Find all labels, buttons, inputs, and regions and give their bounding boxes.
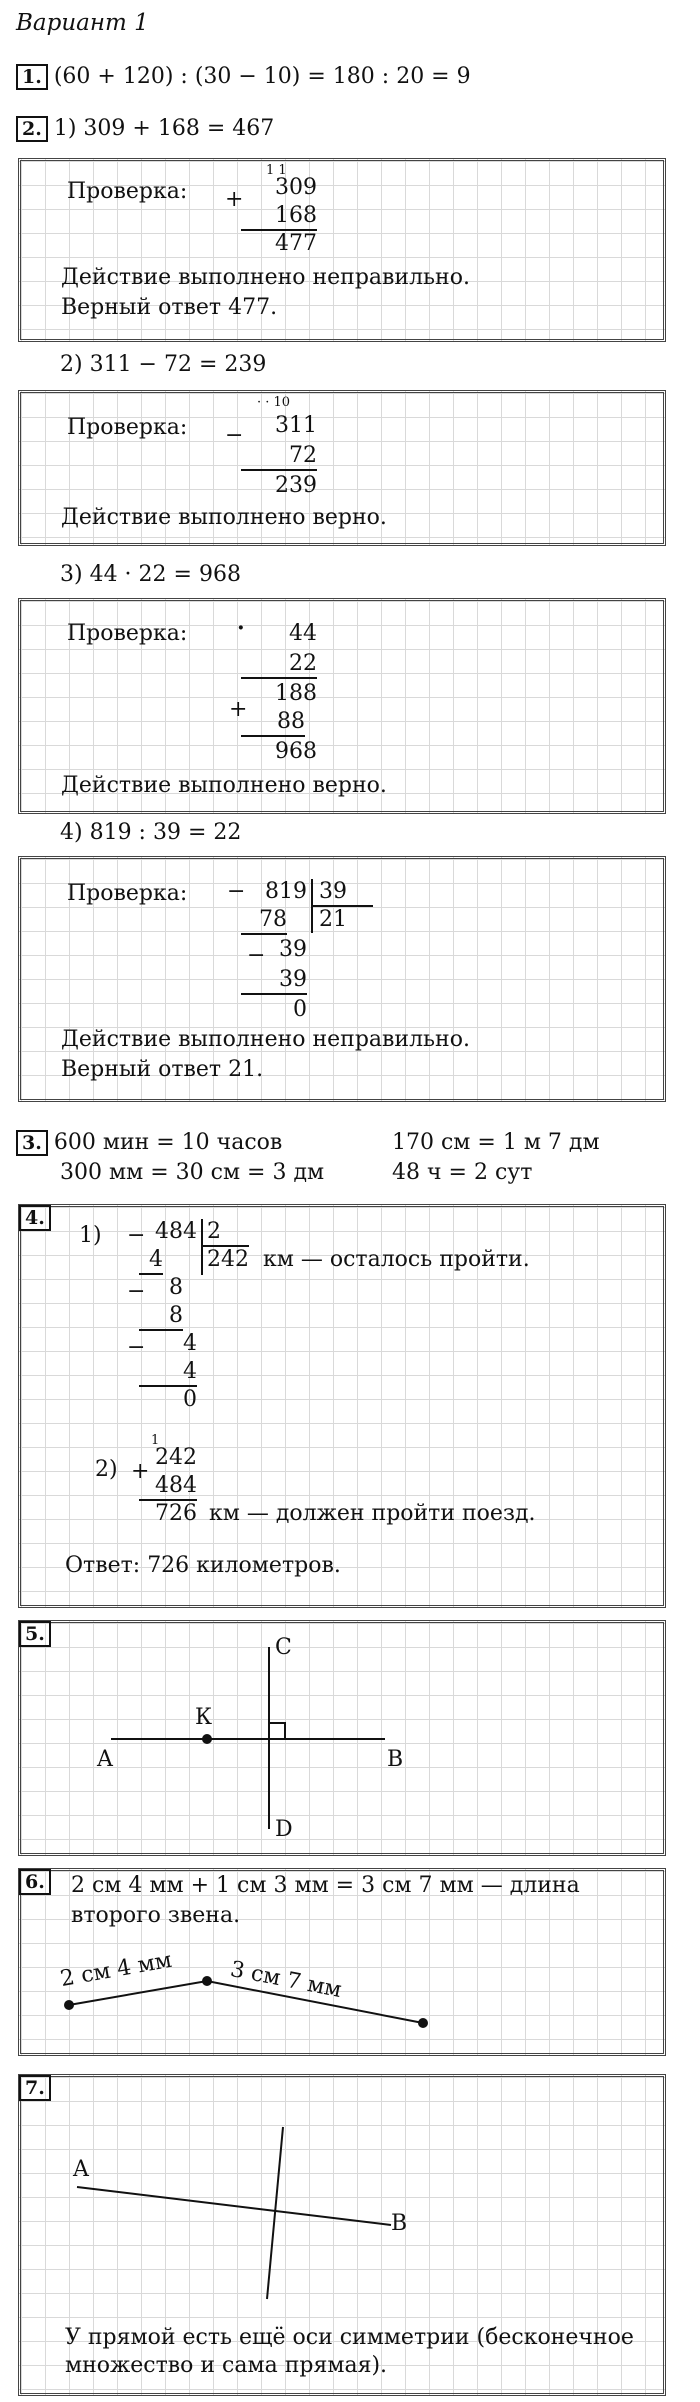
difference-result: 239 bbox=[275, 473, 317, 498]
broken-line bbox=[69, 1981, 423, 2023]
step-digit: 4 bbox=[139, 1359, 197, 1387]
check-box-2-3 bbox=[18, 598, 666, 814]
addend-a: 242 bbox=[155, 1445, 197, 1470]
segment-2-label: 3 см 7 мм bbox=[228, 1957, 344, 2004]
check-box-2-1 bbox=[18, 158, 666, 342]
minus-sign: − bbox=[225, 423, 244, 448]
addend-b: 484 bbox=[139, 1473, 197, 1501]
label-a: A bbox=[73, 2157, 89, 2182]
vertex bbox=[64, 2000, 74, 2010]
check-label: Проверка: bbox=[67, 415, 188, 440]
addend-a: 309 bbox=[275, 175, 317, 200]
task-number: 2. bbox=[16, 116, 48, 142]
conclusion-line-1: У прямой есть ещё оси симметрии (бесконечное bbox=[65, 2325, 634, 2350]
partial-product-2: 88 bbox=[241, 709, 305, 737]
task-7-box bbox=[18, 2074, 666, 2396]
conclusion: Действие выполнено верно. bbox=[61, 505, 387, 530]
division-bar bbox=[201, 1219, 203, 1275]
task-3-row-1 bbox=[16, 1130, 282, 1156]
plus-sign: + bbox=[225, 187, 244, 212]
divisor: 39 bbox=[319, 879, 347, 904]
subtrahend-1: 78 bbox=[241, 907, 287, 935]
check-label: Проверка: bbox=[67, 881, 188, 906]
conversion-2: 170 см = 1 м 7 дм bbox=[392, 1130, 600, 1155]
vertex bbox=[418, 2018, 428, 2028]
task-number: 3. bbox=[16, 1130, 48, 1156]
conclusion: Действие выполнено неправильно. bbox=[61, 1027, 470, 1052]
sum-result: 477 bbox=[275, 231, 317, 256]
subtrahend: 72 bbox=[241, 443, 317, 471]
step-digit: 4 bbox=[183, 1331, 197, 1356]
factor-b: 22 bbox=[241, 651, 317, 679]
step-digit: 8 bbox=[139, 1303, 183, 1331]
conversion-4: 48 ч = 2 сут bbox=[392, 1160, 533, 1185]
dividend: 484 bbox=[155, 1219, 197, 1244]
check-label: Проверка: bbox=[67, 621, 188, 646]
divisor: 2 bbox=[207, 1219, 221, 1244]
label-k: К bbox=[195, 1705, 213, 1730]
conclusion: Действие выполнено верно. bbox=[61, 773, 387, 798]
plus-sign: + bbox=[229, 697, 248, 722]
remaining-distance-text: км — осталось пройти. bbox=[263, 1247, 530, 1272]
task-1-expression: (60 + 120) : (30 − 10) = 180 : 20 = 9 bbox=[53, 64, 471, 89]
correct-answer: Верный ответ 21. bbox=[61, 1057, 264, 1082]
check-label: Проверка: bbox=[67, 179, 188, 204]
quotient: 242 bbox=[207, 1247, 249, 1272]
label-a: A bbox=[97, 1747, 113, 1772]
right-angle-mark bbox=[269, 1723, 285, 1739]
minus-sign: − bbox=[127, 1223, 146, 1248]
task-number: 4. bbox=[19, 1205, 51, 1231]
answer: Ответ: 726 километров. bbox=[65, 1553, 341, 1578]
vertex bbox=[202, 1976, 212, 1986]
remainder-step: 39 bbox=[279, 937, 307, 962]
conclusion-line-2: множество и сама прямая). bbox=[65, 2353, 388, 2378]
total-distance-text: км — должен пройти поезд. bbox=[209, 1501, 536, 1526]
line-ab bbox=[77, 2187, 391, 2225]
page-title: Вариант 1 bbox=[16, 10, 149, 36]
correct-answer: Верный ответ 477. bbox=[61, 295, 278, 320]
sum-result: 726 bbox=[155, 1501, 197, 1526]
dividend: 819 bbox=[265, 879, 307, 904]
minus-sign: − bbox=[127, 1335, 146, 1360]
segment-1-label: 2 см 4 мм bbox=[58, 1947, 174, 1993]
task-2-part-1-header bbox=[16, 116, 274, 142]
factor-a: 44 bbox=[289, 621, 317, 646]
task-number: 1. bbox=[16, 64, 48, 90]
borrow-marks: · · 10 bbox=[257, 395, 291, 410]
perpendicular-lines-diagram bbox=[21, 1623, 663, 1853]
partial-product-1: 188 bbox=[275, 681, 317, 706]
check-box-2-4 bbox=[18, 856, 666, 1102]
explanation-line-2: второго звена. bbox=[71, 1903, 241, 1928]
addend-b: 168 bbox=[241, 203, 317, 231]
task-number: 6. bbox=[19, 1869, 51, 1895]
task-number: 5. bbox=[19, 1621, 51, 1647]
conversion-1: 600 мин = 10 часов bbox=[53, 1130, 283, 1155]
task-5-box bbox=[18, 1620, 666, 1856]
conclusion: Действие выполнено неправильно. bbox=[61, 265, 470, 290]
label-d: D bbox=[275, 1817, 293, 1842]
symmetry-axis bbox=[267, 2127, 283, 2299]
check-box-2-2 bbox=[18, 390, 666, 546]
step-1-label: 1) bbox=[79, 1223, 102, 1248]
conversion-3: 300 мм = 30 см = 3 дм bbox=[60, 1160, 325, 1185]
task-4-box bbox=[18, 1204, 666, 1608]
explanation-line-1: 2 см 4 мм + 1 см 3 мм = 3 см 7 мм — длина bbox=[71, 1873, 580, 1898]
task-2-part-1-expression: 1) 309 + 168 = 467 bbox=[53, 116, 275, 141]
final-remainder: 0 bbox=[183, 1387, 197, 1412]
minus-sign: − bbox=[227, 879, 246, 904]
minus-sign: − bbox=[127, 1279, 146, 1304]
minus-sign: − bbox=[247, 943, 266, 968]
final-remainder: 0 bbox=[293, 997, 307, 1022]
task-2-part-4-header: 4) 819 : 39 = 22 bbox=[60, 820, 242, 845]
task-number: 7. bbox=[19, 2075, 51, 2101]
label-b: B bbox=[387, 1747, 404, 1772]
quotient: 21 bbox=[319, 907, 347, 932]
plus-sign: + bbox=[131, 1459, 150, 1484]
step-2-label: 2) bbox=[95, 1457, 118, 1482]
step-digit: 8 bbox=[169, 1275, 183, 1300]
product-result: 968 bbox=[275, 739, 317, 764]
task-6-box bbox=[18, 1868, 666, 2056]
step-digit: 4 bbox=[139, 1247, 163, 1275]
label-c: C bbox=[275, 1635, 292, 1660]
label-b: B bbox=[391, 2211, 408, 2236]
carry-digit: 1 bbox=[151, 1433, 160, 1448]
point-k bbox=[202, 1734, 212, 1744]
subtrahend-2: 39 bbox=[241, 967, 307, 995]
carry-digits: 1 1 bbox=[266, 163, 287, 178]
multiply-dot: · bbox=[237, 615, 245, 641]
minuend: 311 bbox=[275, 413, 317, 438]
task-1 bbox=[16, 64, 471, 90]
task-2-part-2-header: 2) 311 − 72 = 239 bbox=[60, 352, 267, 377]
task-2-part-3-header: 3) 44 · 22 = 968 bbox=[60, 562, 241, 587]
